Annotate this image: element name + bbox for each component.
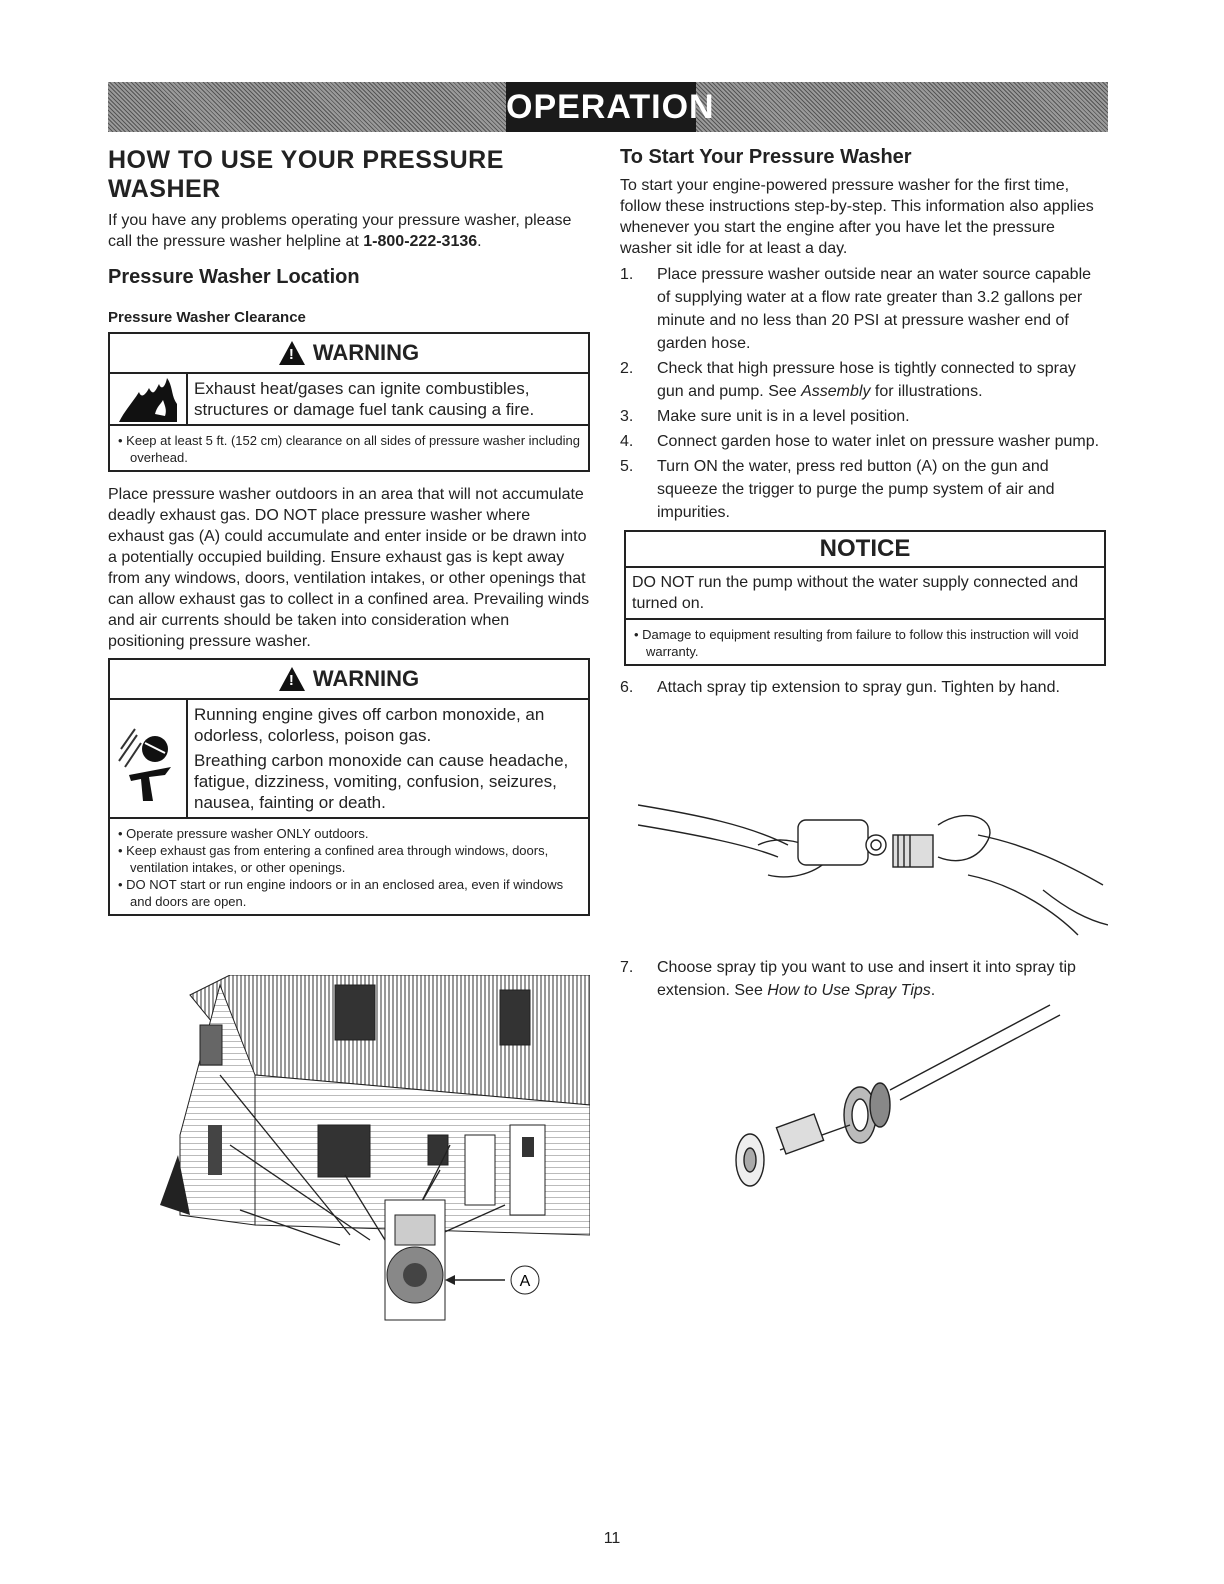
start-heading: To Start Your Pressure Washer [620, 146, 912, 168]
left-column [108, 140, 590, 916]
step-6-list [620, 676, 1106, 699]
notice-bullet: • Damage to equipment resulting from failure to follow this instruction will void warranty. [634, 627, 1079, 659]
section-title: OPERATION [506, 82, 696, 132]
step-7-list [620, 956, 1106, 1002]
step-7-block [620, 952, 1106, 1004]
warning-bullet: • Operate pressure washer ONLY outdoors. [118, 826, 369, 841]
step-item: 1. Place pressure washer outside near an water source capable of supplying water at a flow rate greater than 3.2 gallons per minute and no less than 20 PSI at pressure washer end of garden hose. [620, 266, 1092, 352]
notice-box [624, 530, 1106, 666]
poison-gas-icon [110, 700, 188, 817]
warning-triangle-icon: ! [279, 667, 305, 691]
clearance-heading: Pressure Washer Clearance [108, 309, 306, 326]
co-warning-box [108, 658, 590, 916]
page-number: 11 [603, 1530, 621, 1547]
step-item: 7. Choose spray tip you want to use and insert it into spray tip extension. See How to Use Spray Tips. [620, 959, 1076, 999]
location-heading: Pressure Washer Location [108, 266, 360, 288]
spray-tip-extension-illustration [638, 785, 1108, 945]
co-warning-text-2: Breathing carbon monoxide can cause headache, fatigue, dizziness, vomiting, confusion, seizures, nausea, fainting or death. [194, 751, 569, 812]
notice-text: DO NOT run the pump without the water supply connected and turned on. [626, 568, 1104, 620]
main-heading: HOW TO USE YOUR PRESSURE WASHER [108, 146, 504, 203]
warning-bullet: • Keep at least 5 ft. (152 cm) clearance on all sides of pressure washer including overhead. [118, 433, 580, 465]
co-warning-text-1: Running engine gives off carbon monoxide, an odorless, colorless, poison gas. [194, 705, 545, 745]
step-item: 3. Make sure unit is in a level position. [620, 408, 910, 425]
fire-hazard-icon [110, 374, 188, 424]
start-steps-list [620, 263, 1106, 524]
placement-paragraph: Place pressure washer outdoors in an area that will not accumulate deadly exhaust gas. DO NOT place pressure washer where exhaust gas (A) could accumulate and enter inside or be drawn into a potentially occupied building. Ensure exhaust gas is kept away from any windows, doors, ventilation intakes, or other openings that can allow exhaust gas to collect in a confined area. Prevailing winds and air currents should be taken into consideration when positioning pressure washer. [108, 486, 590, 650]
warning-bullet: • Keep exhaust gas from entering a confined area through windows, doors, ventilation intakes, or other openings. [118, 843, 549, 875]
fire-warning-text: Exhaust heat/gases can ignite combustibles, structures or damage fuel tank causing a fire. [194, 379, 535, 419]
right-column [620, 140, 1106, 701]
warning-header: ! WARNING [110, 334, 588, 374]
notice-header: NOTICE [626, 532, 1104, 568]
warning-header: ! WARNING [110, 660, 588, 700]
intro-paragraph: If you have any problems operating your pressure washer, please call the pressure washer helpline at 1-800-222-3136. [108, 212, 572, 250]
helpline-phone: 1-800-222-3136 [363, 233, 478, 250]
step-item: 6. Attach spray tip extension to spray gun. Tighten by hand. [620, 679, 1060, 696]
step-item: 4. Connect garden hose to water inlet on pressure washer pump. [620, 433, 1100, 450]
step-item: 2. Check that high pressure hose is tightly connected to spray gun and pump. See Assembly for illustrations. [620, 360, 1076, 400]
house-exhaust-illustration [160, 975, 590, 1345]
warning-triangle-icon: ! [279, 341, 305, 365]
spray-tip-insert-illustration [720, 1000, 1070, 1190]
step-item: 5. Turn ON the water, press red button (A) on the gun and squeeze the trigger to purge the pump system of air and impurities. [620, 458, 1055, 521]
start-intro: To start your engine-powered pressure washer for the first time, follow these instructions step-by-step. This information also applies whenever you start the engine after you have let the pressure washer sit idle for at least a day. [620, 177, 1094, 257]
figure-label-a: A [519, 1273, 531, 1290]
warning-bullet: • DO NOT start or run engine indoors or in an enclosed area, even if windows and doors are open. [118, 877, 564, 909]
fire-warning-box [108, 332, 590, 472]
